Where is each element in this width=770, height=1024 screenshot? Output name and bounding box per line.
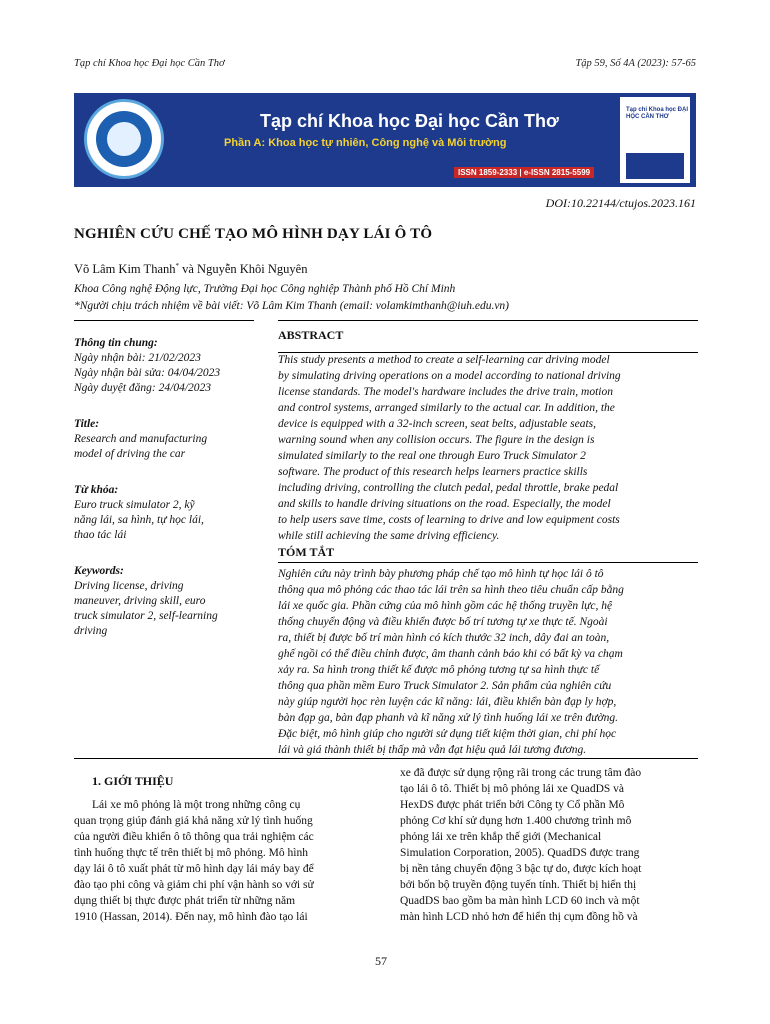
body-line: quan trọng giúp đánh giá khả năng xử lý tình huống xyxy=(74,815,313,827)
banner-title: Tạp chí Khoa học Đại học Cần Thơ xyxy=(260,111,559,131)
abstract-line: and control systems, arranged similarly to the actual car. In addition, the xyxy=(278,402,615,414)
journal-cover-thumbnail xyxy=(620,97,690,183)
tomtat-line: Nghiên cứu này trình bày phương pháp chế tạo mô hình tự học lái ô tô xyxy=(278,568,604,580)
abstract-line: by simulating driving operations on a model according to national driving xyxy=(278,370,621,382)
revised-date: Ngày nhận bài sửa: 04/04/2023 xyxy=(74,367,221,379)
body-line: bị nền tảng chuyển động 3 bậc tự do, được kích hoạt xyxy=(400,863,642,875)
abstract-line: to help users save time, costs of learning to drive and low equipment costs xyxy=(278,514,620,526)
keywords-line: truck simulator 2, self-learning xyxy=(74,610,218,622)
abstract-heading: ABSTRACT xyxy=(278,328,344,342)
section1-left-column xyxy=(74,797,370,925)
author-list xyxy=(74,262,307,277)
abstract-line: license standards. The model's hardware includes the drive train, motion xyxy=(278,386,613,398)
author-2: và Nguyễn Khôi Nguyên xyxy=(179,262,308,277)
keywords-line: Driving license, driving xyxy=(74,580,184,592)
tomtat-line: thống chuyển động và điều khiển được bố trí tương tự xe thực tế. Ngoài xyxy=(278,616,608,628)
tomtat-line: thông qua mô phỏng các thao tác lái trên sa hình theo tiêu chuẩn cấp bằng xyxy=(278,584,624,596)
keywords-line: driving xyxy=(74,625,108,637)
running-header-issue: Tập 59, Số 4A (2023): 57-65 xyxy=(575,58,696,69)
journal-banner xyxy=(74,93,696,187)
body-line: Lái xe mô phỏng là một trong những công cụ xyxy=(92,799,301,811)
abstract-line: software. The product of this research helps learners practice skills xyxy=(278,466,588,478)
vn-keywords-heading: Từ khóa: xyxy=(74,484,119,496)
divider xyxy=(278,320,698,321)
received-date: Ngày nhận bài: 21/02/2023 xyxy=(74,352,201,364)
university-logo-icon xyxy=(84,99,164,179)
body-line: dụng thiết bị thực được phát triển từ những năm xyxy=(74,895,296,907)
tomtat-line: ghế ngồi có thể điều chỉnh được, âm thanh cảnh báo khi có bất kỳ va chạm xyxy=(278,648,623,660)
doi[interactable]: DOI:10.22144/ctujos.2023.161 xyxy=(545,196,696,210)
abstract-line: while still achieving the same driving efficiency. xyxy=(278,530,500,542)
tomtat-line: thông qua phần mềm Euro Truck Simulator 2. Sản phẩm của nghiên cứu xyxy=(278,680,612,692)
vn-keywords-line: Euro truck simulator 2, kỹ xyxy=(74,499,195,511)
body-line: HexDS được phát triển bởi Công ty Cổ phần Mô xyxy=(400,799,625,811)
divider xyxy=(74,758,698,759)
body-line: 1910 (Hassan, 2014). Đến nay, mô hình đào tạo lái xyxy=(74,911,308,923)
keywords-heading: Keywords: xyxy=(74,565,124,577)
body-line: QuadDS bao gồm ba màn hình LCD 60 inch và một xyxy=(400,895,640,907)
english-title-line: Research and manufacturing xyxy=(74,433,208,445)
body-line: tình huống thực tế trên thiết bị mô phỏng. Mô hình xyxy=(74,847,308,859)
tomtat-line: lái và giá thành thiết bị thấp mà vẫn đạt hiệu quả lái tương đương. xyxy=(278,744,587,756)
tomtat-line: lái xe quốc gia. Phần cứng của mô hình gồm các hệ thống truyền lực, hệ xyxy=(278,600,613,612)
corresponding-author: *Người chịu trách nhiệm về bài viết: Võ Lâm Kim Thanh (email: volamkimthanh@iuh.edu.vn) xyxy=(74,300,510,312)
abstract-line: device is equipped with a 32-inch screen, seat belts, adjustable seats, xyxy=(278,418,596,430)
affiliation: Khoa Công nghệ Động lực, Trường Đại học Công nghiệp Thành phố Hồ Chí Minh xyxy=(74,283,456,295)
abstract-line: including driving, controlling the clutch pedal, pedal throttle, brake pedal xyxy=(278,482,619,494)
body-line: đào tạo phi công và giảm chi phí vận hành so với sử xyxy=(74,879,314,891)
tomtat-heading: TÓM TẮT xyxy=(278,545,335,559)
vn-keywords-line: thao tác lái xyxy=(74,529,127,541)
affiliation-block xyxy=(74,281,509,315)
abstract-line: warning sound when any collision occurs. The figure in the design is xyxy=(278,434,595,446)
english-title-heading: Title: xyxy=(74,418,100,430)
section1-right-column xyxy=(400,765,698,925)
running-header-journal: Tạp chí Khoa học Đại học Cần Thơ xyxy=(74,58,225,69)
body-line: xe đã được sử dụng rộng rãi trong các trung tâm đào xyxy=(400,767,642,779)
tomtat-line: ra, thiết bị được bố trí màn hình có kích thước 32 inch, dây đai an toàn, xyxy=(278,632,610,644)
tomtat-body xyxy=(278,566,698,758)
body-line: bởi bốn bộ truyền động tuyến tính. Thiết bị hiển thị xyxy=(400,879,637,891)
keywords-line: maneuver, driving skill, euro xyxy=(74,595,206,607)
vn-keywords-line: năng lái, sa hình, tự học lái, xyxy=(74,514,204,526)
article-info xyxy=(74,336,254,639)
tomtat-line: xảy ra. Sa hình trong thiết kế được mô phỏng tương tự sa hình thực tế xyxy=(278,664,600,676)
body-line: của người điều khiển ô tô thông qua trải nghiệm các xyxy=(74,831,314,843)
body-line: dạy lái ô tô xuất phát từ mô hình dạy lái máy bay để xyxy=(74,863,314,875)
tomtat-line: này giúp người học rèn luyện các kĩ năng: lái, điều khiển bàn đạp ly hợp, xyxy=(278,696,617,708)
accepted-date: Ngày duyệt đăng: 24/04/2023 xyxy=(74,382,212,394)
body-line: màn hình LCD nhỏ hơn để hiển thị cụm đồng hồ và xyxy=(400,911,638,923)
tomtat-line: bàn đạp ga, bàn đạp phanh và kĩ năng xử lý tình huống lái xe trên đường. xyxy=(278,712,619,724)
tomtat-line: Đặc biệt, mô hình giúp cho người sử dụng tiết kiệm thời gian, chi phí học xyxy=(278,728,617,740)
abstract-line: and skills to handle driving situations on the road. Especially, the model xyxy=(278,498,611,510)
body-line: phỏng Cơ khí sử dụng hơn 1.400 chương trình mô xyxy=(400,815,632,827)
english-title-line: model of driving the car xyxy=(74,448,186,460)
body-line: Simulation Corporation, 2005). QuadDS được trang xyxy=(400,847,640,859)
section-heading: 1. GIỚI THIỆU xyxy=(92,774,174,788)
body-line: phỏng lái xe trên khắp thế giới (Mechanical xyxy=(400,831,602,843)
banner-subtitle: Phần A: Khoa học tự nhiên, Công nghệ và Môi trường xyxy=(224,137,507,149)
page-number: 57 xyxy=(375,954,387,968)
paper-title: NGHIÊN CỨU CHẾ TẠO MÔ HÌNH DẠY LÁI Ô TÔ xyxy=(74,226,433,242)
divider xyxy=(278,562,698,563)
divider xyxy=(74,320,254,321)
abstract-body xyxy=(278,352,698,544)
author-1: Võ Lâm Kim Thanh xyxy=(74,262,176,277)
abstract-line: This study presents a method to create a self-learning car driving model xyxy=(278,354,610,366)
info-heading: Thông tin chung: xyxy=(74,337,158,349)
banner-issn: ISSN 1859-2333 | e-ISSN 2815-5599 xyxy=(454,167,594,178)
body-line: tạo lái ô tô. Thiết bị mô phỏng lái xe QuadDS và xyxy=(400,783,625,795)
abstract-line: simulated similarly to the real one through Euro Truck Simulator 2 xyxy=(278,450,586,462)
corresponding-mark: * xyxy=(175,262,179,270)
cover-title: Tạp chí Khoa học ĐẠI HỌC CẦN THƠ xyxy=(626,107,689,120)
